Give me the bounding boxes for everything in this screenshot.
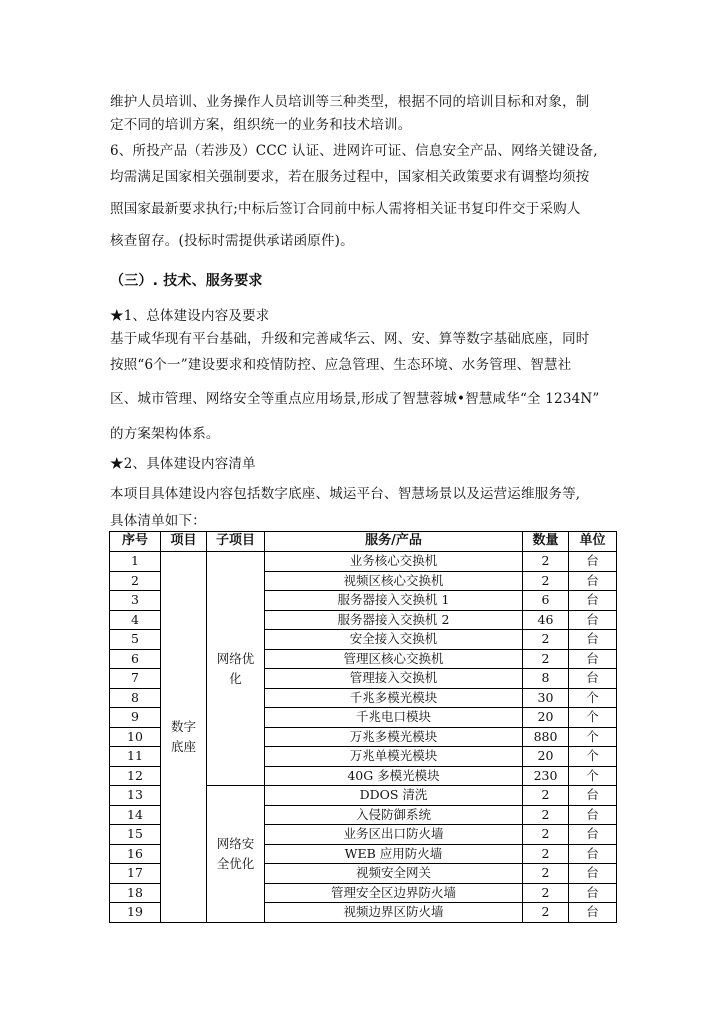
cell-product: 万兆多模光模块 [265, 727, 523, 747]
cell-qty: 2 [523, 630, 569, 650]
paragraph-line: 具体清单如下： [110, 513, 206, 529]
cell-unit: 台 [569, 591, 617, 611]
header-no: 序号 [110, 532, 161, 552]
cell-no: 14 [110, 805, 161, 825]
cell-no: 19 [110, 903, 161, 923]
cell-product: 千兆多模光模块 [265, 688, 523, 708]
cell-qty: 230 [523, 766, 569, 786]
paragraph-line: 的方案架构体系。 [110, 426, 220, 442]
project-line: 数字 [170, 718, 196, 734]
cell-qty: 2 [523, 649, 569, 669]
cell-no: 2 [110, 571, 161, 591]
cell-product: WEB 应用防火墙 [265, 844, 523, 864]
header-subproject: 子项目 [207, 532, 265, 552]
cell-product: 管理安全区边界防火墙 [265, 883, 523, 903]
cell-unit: 个 [569, 688, 617, 708]
cell-product: 业务区出口防火墙 [265, 825, 523, 845]
cell-unit: 台 [569, 825, 617, 845]
table-row [110, 552, 617, 572]
paragraph-line: 核查留存。(投标时需提供承诺函原件)。 [110, 233, 354, 249]
cell-qty: 880 [523, 727, 569, 747]
cell-no: 4 [110, 610, 161, 630]
cell-unit: 台 [569, 610, 617, 630]
cell-unit: 台 [569, 649, 617, 669]
cell-project [161, 552, 207, 923]
paragraph-line: 本项目具体建设内容包括数字底座、城运平台、智慧场景以及运营运维服务等, [110, 486, 581, 502]
cell-qty: 20 [523, 747, 569, 767]
cell-no: 3 [110, 591, 161, 611]
header-qty: 数量 [523, 532, 569, 552]
cell-no: 17 [110, 864, 161, 884]
subproject-line: 全优化 [216, 855, 255, 871]
project-line: 底座 [170, 738, 196, 754]
cell-no: 6 [110, 649, 161, 669]
cell-product: 管理区核心交换机 [265, 649, 523, 669]
header-project: 项目 [161, 532, 207, 552]
header-product: 服务/产品 [265, 532, 523, 552]
cell-product: DDOS 清洗 [265, 786, 523, 806]
paragraph-line: 基于咸华现有平台基础，升级和完善咸华云、网、安、算等数字基础底座，同时 [110, 331, 590, 347]
paragraph-line: 区、城市管理、网络安全等重点应用场景,形成了智慧蓉城•智慧咸华“全 1234N” [110, 391, 600, 407]
cell-no: 13 [110, 786, 161, 806]
cell-qty: 6 [523, 591, 569, 611]
cell-product: 万兆单模光模块 [265, 747, 523, 767]
cell-unit: 台 [569, 864, 617, 884]
cell-product: 服务器接入交换机 2 [265, 610, 523, 630]
cell-qty: 2 [523, 571, 569, 591]
cell-qty: 2 [523, 844, 569, 864]
paragraph-line: 均需满足国家相关强制要求，若在服务过程中，国家相关政策要求有调整均须按 [110, 169, 590, 185]
cell-unit: 个 [569, 766, 617, 786]
cell-no: 7 [110, 669, 161, 689]
paragraph-line: 照国家最新要求执行;中标后签订合同前中标人需将相关证书复印件交于采购人 [110, 201, 581, 217]
cell-unit: 台 [569, 571, 617, 591]
subproject-line: 网络安 [216, 835, 255, 851]
cell-subproject [207, 552, 265, 786]
cell-product: 千兆电口模块 [265, 708, 523, 728]
cell-no: 12 [110, 766, 161, 786]
cell-no: 5 [110, 630, 161, 650]
cell-qty: 30 [523, 688, 569, 708]
cell-no: 16 [110, 844, 161, 864]
cell-qty: 20 [523, 708, 569, 728]
cell-unit: 个 [569, 727, 617, 747]
cell-product: 管理接入交换机 [265, 669, 523, 689]
cell-qty: 2 [523, 883, 569, 903]
cell-unit: 台 [569, 786, 617, 806]
subproject-line: 化 [229, 670, 242, 686]
cell-qty: 46 [523, 610, 569, 630]
cell-unit: 台 [569, 903, 617, 923]
cell-product: 40G 多模光模块 [265, 766, 523, 786]
cell-unit: 台 [569, 844, 617, 864]
header-unit: 单位 [569, 532, 617, 552]
cell-no: 15 [110, 825, 161, 845]
construction-list-table [109, 531, 617, 923]
cell-no: 11 [110, 747, 161, 767]
cell-unit: 个 [569, 747, 617, 767]
cell-qty: 8 [523, 669, 569, 689]
section-heading: （三）. 技术、服务要求 [110, 273, 263, 289]
cell-product: 视频安全网关 [265, 864, 523, 884]
paragraph-line: 按照“6个一”建设要求和疫情防控、应急管理、生态环境、水务管理、智慧社 [110, 357, 572, 373]
cell-product: 视频边界区防火墙 [265, 903, 523, 923]
cell-unit: 个 [569, 708, 617, 728]
cell-product: 安全接入交换机 [265, 630, 523, 650]
cell-no: 18 [110, 883, 161, 903]
item-title: ★1、总体建设内容及要求 [110, 308, 270, 324]
paragraph-line: 定不同的培训方案，组织统一的业务和技术培训。 [110, 117, 412, 133]
cell-unit: 台 [569, 552, 617, 572]
table-header-row [110, 532, 617, 552]
paragraph-line: 维护人员培训、业务操作人员培训等三种类型，根据不同的培训目标和对象，制 [110, 94, 590, 110]
cell-qty: 2 [523, 864, 569, 884]
cell-no: 1 [110, 552, 161, 572]
item-title: ★2、具体建设内容清单 [110, 456, 256, 472]
cell-unit: 台 [569, 805, 617, 825]
cell-qty: 2 [523, 903, 569, 923]
paragraph-line: 6、所投产品（若涉及）CCC 认证、进网许可证、信息安全产品、网络关键设备, [110, 143, 598, 159]
cell-qty: 2 [523, 825, 569, 845]
cell-product: 业务核心交换机 [265, 552, 523, 572]
cell-qty: 2 [523, 805, 569, 825]
cell-qty: 2 [523, 786, 569, 806]
cell-unit: 台 [569, 669, 617, 689]
cell-no: 10 [110, 727, 161, 747]
cell-no: 9 [110, 708, 161, 728]
cell-product: 服务器接入交换机 1 [265, 591, 523, 611]
cell-unit: 台 [569, 630, 617, 650]
cell-product: 入侵防御系统 [265, 805, 523, 825]
cell-qty: 2 [523, 552, 569, 572]
cell-unit: 台 [569, 883, 617, 903]
subproject-line: 网络优 [216, 650, 255, 666]
cell-product: 视频区核心交换机 [265, 571, 523, 591]
cell-subproject [207, 786, 265, 923]
cell-no: 8 [110, 688, 161, 708]
